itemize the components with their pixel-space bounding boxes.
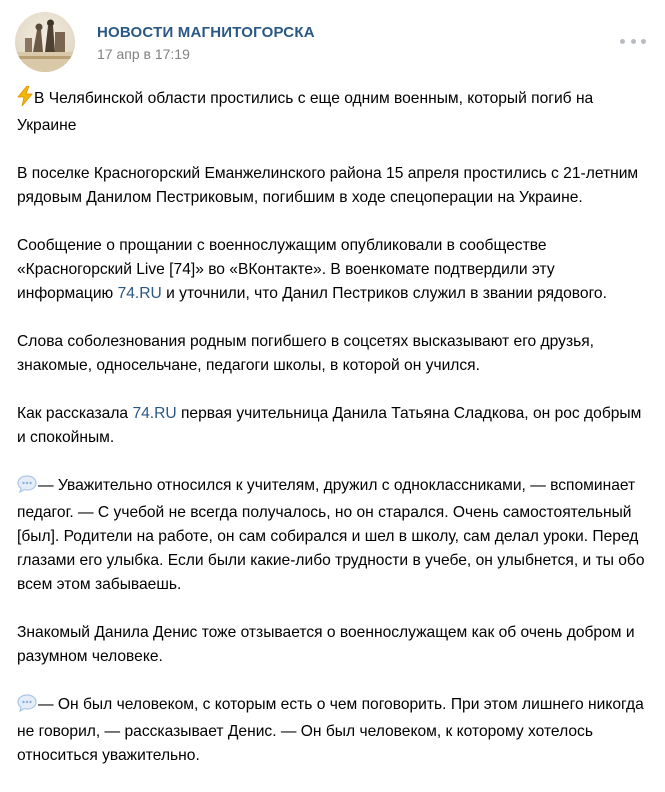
group-name-link[interactable]: НОВОСТИ МАГНИТОГОРСКА xyxy=(97,24,315,41)
paragraph-3-text-after: и уточнили, что Данил Пестриков служил в звании рядового. xyxy=(161,285,607,302)
paragraph-5 xyxy=(17,402,647,450)
paragraph-2: В поселке Красногорский Еманжелинского района 15 апреля простились с 21-летним рядовым Данилом Пестриковым, погибшим в ходе спецоперации на Украине. xyxy=(17,165,639,206)
lightning-icon xyxy=(17,86,33,114)
paragraph-4: Слова соболезнования родным погибшего в соцсетях высказывают его друзья, знакомые, односельчане, педагоги школы, в которой он учился. xyxy=(17,333,594,374)
paragraph-1 xyxy=(17,86,647,138)
post-header xyxy=(15,12,650,72)
source-link[interactable]: 74.RU xyxy=(117,285,162,302)
paragraph-3 xyxy=(17,234,647,306)
paragraph-1-text: В Челябинской области простились с еще одним военным, который погиб на Украине xyxy=(17,90,594,134)
post-date[interactable]: 17 апр в 17:19 xyxy=(97,46,190,62)
paragraph-6-text: — Уважительно относился к учителям, дружил с одноклассниками, — вспоминает педагог. — С учебой не всегда получалось, но он старался. Очень самостоятельный [был]. Родители на работе, он сам собирался и шел в школу, сам делал уроки. Перед глазами его улыбка. Если были какие-либо трудности в учебе, он улыбнется, и ты обо всем этом забываешь. xyxy=(17,477,645,593)
post-text xyxy=(17,86,647,792)
source-link[interactable]: 74.RU xyxy=(132,405,177,422)
paragraph-8-text: — Он был человеком, с которым есть о чем поговорить. При этом лишнего никогда не говорил, — рассказывает Денис. — Он был человеком, к которому хотелось относиться уважительно. xyxy=(17,696,644,764)
speech-bubble-icon xyxy=(17,694,37,720)
dot xyxy=(620,39,625,44)
group-avatar[interactable] xyxy=(15,12,75,72)
paragraph-5-text-after: первая учительница Данила Татьяна Сладкова, он рос добрым и спокойным. xyxy=(17,405,642,446)
paragraph-8 xyxy=(17,693,647,768)
paragraph-3-text-before: Сообщение о прощании с военнослужащим опубликовали в сообществе «Красногорский Live [74]» во «ВКонтакте». В военкомате подтвердили эту информацию xyxy=(17,237,555,302)
paragraph-7: Знакомый Данила Денис тоже отзывается о военнослужащем как об очень добром и разумном человеке. xyxy=(17,624,635,665)
dot xyxy=(641,39,646,44)
speech-bubble-icon xyxy=(17,475,37,501)
paragraph-6 xyxy=(17,474,647,597)
paragraph-5-text-before: Как рассказала xyxy=(17,405,133,422)
dot xyxy=(631,39,636,44)
more-dots-icon[interactable] xyxy=(620,34,646,48)
monument-icon xyxy=(15,12,75,72)
